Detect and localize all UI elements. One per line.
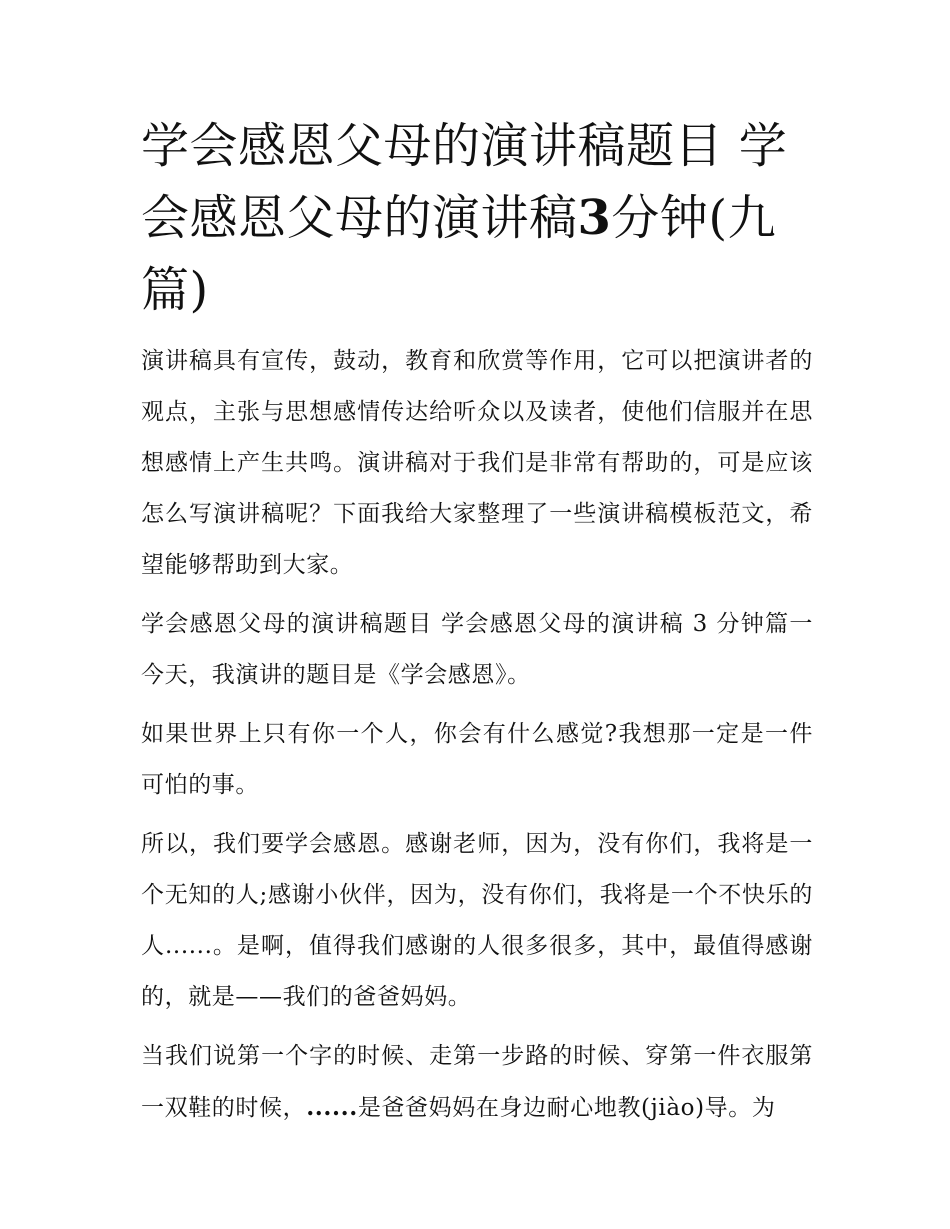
paragraph-first-steps-ellipsis: ......	[306, 1094, 358, 1121]
paragraph-gratitude: 所以，我们要学会感恩。感谢老师，因为，没有你们，我将是一个无知的人;感谢小伙伴，因为，没有你们，我将是一个不快乐的人......。是啊，值得我们感谢的人很多很多，其中，最值得感谢的，就是——我们的爸爸妈妈。	[141, 831, 813, 1010]
document-body	[141, 336, 813, 1134]
paragraph-world: 如果世界上只有你一个人，你会有什么感觉?我想那一定是一件可怕的事。	[141, 721, 813, 798]
document-title	[141, 110, 813, 326]
paragraph-first-steps-start: 当我们说第一个字的时候、走第一步路的时候、穿第一件衣服第一双鞋的时候，	[141, 1043, 813, 1121]
title-text-part1: 学会感恩父母的演讲稿题目 学会感恩父母的演讲稿	[141, 118, 788, 246]
paragraph-intro: 演讲稿具有宣传，鼓动，教育和欣赏等作用，它可以把演讲者的观点，主张与思想感情传达给听众以及读者，使他们信服并在思想感情上产生共鸣。演讲稿对于我们是非常有帮助的，可是应该怎么写演讲稿呢？下面我给大家整理了一些演讲稿模板范文，希望能够帮助到大家。	[141, 348, 813, 578]
paragraph-first-steps	[141, 1031, 813, 1134]
paragraph-first-steps-end: 是爸爸妈妈在身边耐心地教(jiào)导。为	[357, 1095, 776, 1121]
title-number: 3	[577, 190, 612, 246]
document-page	[141, 110, 813, 1142]
paragraph-heading-one: 学会感恩父母的演讲稿题目 学会感恩父母的演讲稿 3 分钟篇一 今天，我演讲的题目是《学会感恩》。	[141, 611, 813, 688]
title-text-part2: 分钟(九篇)	[141, 190, 777, 318]
